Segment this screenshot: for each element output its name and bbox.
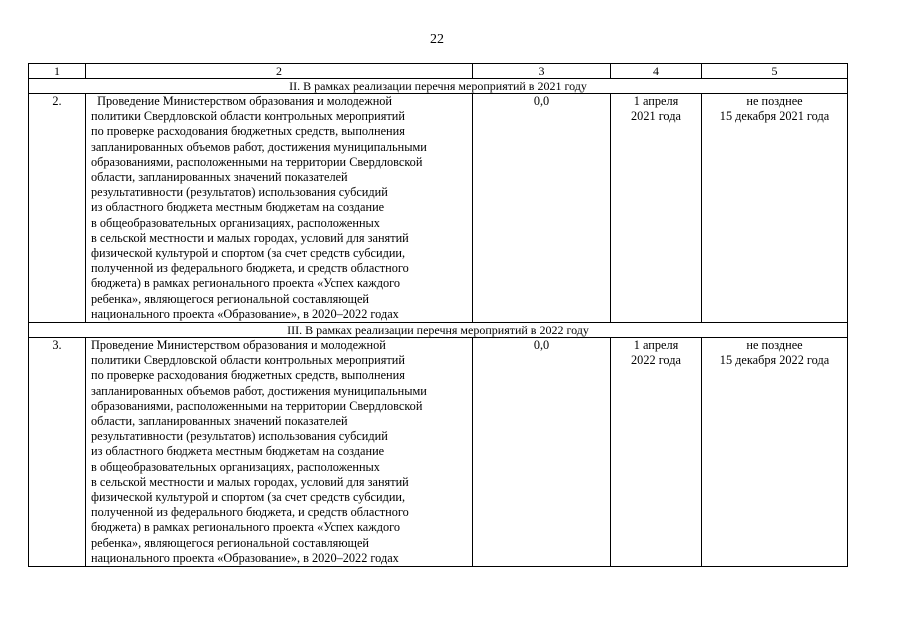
- column-header-4: 4: [611, 64, 702, 79]
- description-line: национального проекта «Образование», в 2020–2022 годах: [91, 306, 399, 321]
- description-line: бюджета) в рамках регионального проекта «Успех каждого: [91, 520, 401, 535]
- start-date-line: 1 апреля: [633, 94, 679, 108]
- deadline-line: не позднее: [746, 338, 803, 353]
- section-header-row: [29, 323, 848, 338]
- row-start-date: [611, 94, 702, 323]
- section-title: II. В рамках реализации перечня мероприятий в 2021 году: [29, 79, 848, 94]
- row-number-text: 2.: [52, 94, 62, 108]
- description-line: в сельской местности и малых городах, условий для занятий: [91, 474, 409, 489]
- row-number: [29, 94, 86, 323]
- description-line: физической культурой и спортом (за счет средств субсидии,: [91, 246, 406, 261]
- description-line: в общеобразовательных организациях, расположенных: [91, 459, 380, 474]
- description-line: политики Свердловской области контрольных мероприятий: [91, 353, 405, 368]
- description-line: образованиями, расположенными на территории Свердловской: [91, 398, 423, 413]
- row-value: [473, 338, 611, 567]
- section-title: III. В рамках реализации перечня мероприятий в 2022 году: [29, 323, 848, 338]
- description-line: по проверке расходования бюджетных средств, выполнения: [91, 368, 405, 383]
- description-line: запланированных объемов работ, достижения муниципальными: [91, 383, 427, 398]
- table-row: [29, 94, 848, 323]
- column-header-2: 2: [86, 64, 473, 79]
- row-description: [86, 94, 473, 323]
- description-line: в сельской местности и малых городах, условий для занятий: [91, 230, 409, 245]
- row-description: [86, 338, 473, 567]
- start-date-line: 2021 года: [631, 109, 681, 124]
- row-deadline: [702, 338, 848, 567]
- value-text: 0,0: [533, 338, 550, 353]
- column-header-5: 5: [702, 64, 848, 79]
- description-line: образованиями, расположенными на территории Свердловской: [91, 154, 423, 169]
- description-line: Проведение Министерством образования и молодежной: [91, 94, 393, 108]
- column-header-3: 3: [473, 64, 611, 79]
- row-number: [29, 338, 86, 567]
- row-value: [473, 94, 611, 323]
- description-line: ребенка», являющегося региональной составляющей: [91, 535, 370, 550]
- description-line: бюджета) в рамках регионального проекта «Успех каждого: [91, 276, 401, 291]
- description-line: физической культурой и спортом (за счет средств субсидии,: [91, 490, 406, 505]
- description-line: результативности (результатов) использования субсидий: [91, 185, 388, 200]
- measures-table: [28, 63, 848, 567]
- deadline-line: 15 декабря 2021 года: [719, 109, 830, 124]
- page-number: 22: [430, 32, 444, 47]
- row-start-date: [611, 338, 702, 567]
- description-line: из областного бюджета местным бюджетам на создание: [91, 200, 385, 215]
- start-date-line: 2022 года: [631, 353, 681, 368]
- row-number-text: 3.: [52, 338, 62, 353]
- column-header-row: [29, 64, 848, 79]
- description-line: в общеобразовательных организациях, расположенных: [91, 215, 380, 230]
- description-line: запланированных объемов работ, достижения муниципальными: [91, 139, 427, 154]
- description-line: результативности (результатов) использования субсидий: [91, 429, 388, 444]
- row-deadline: [702, 94, 848, 323]
- description-line: полученной из федерального бюджета, и средств областного: [91, 505, 409, 520]
- column-header-1: 1: [29, 64, 86, 79]
- description-line: ребенка», являющегося региональной составляющей: [91, 291, 370, 306]
- section-header-row: [29, 79, 848, 94]
- description-line: по проверке расходования бюджетных средств, выполнения: [91, 124, 405, 139]
- deadline-line: не позднее: [746, 94, 803, 108]
- description-line: Проведение Министерством образования и молодежной: [91, 338, 386, 353]
- table-row: [29, 338, 848, 567]
- description-line: полученной из федерального бюджета, и средств областного: [91, 261, 409, 276]
- start-date-line: 1 апреля: [633, 338, 679, 353]
- description-line: области, запланированных значений показателей: [91, 170, 348, 185]
- deadline-line: 15 декабря 2022 года: [719, 353, 830, 368]
- description-line: области, запланированных значений показателей: [91, 414, 348, 429]
- description-line: из областного бюджета местным бюджетам на создание: [91, 444, 385, 459]
- description-line: политики Свердловской области контрольных мероприятий: [91, 109, 405, 124]
- value-text: 0,0: [533, 94, 550, 108]
- description-line: национального проекта «Образование», в 2020–2022 годах: [91, 550, 399, 565]
